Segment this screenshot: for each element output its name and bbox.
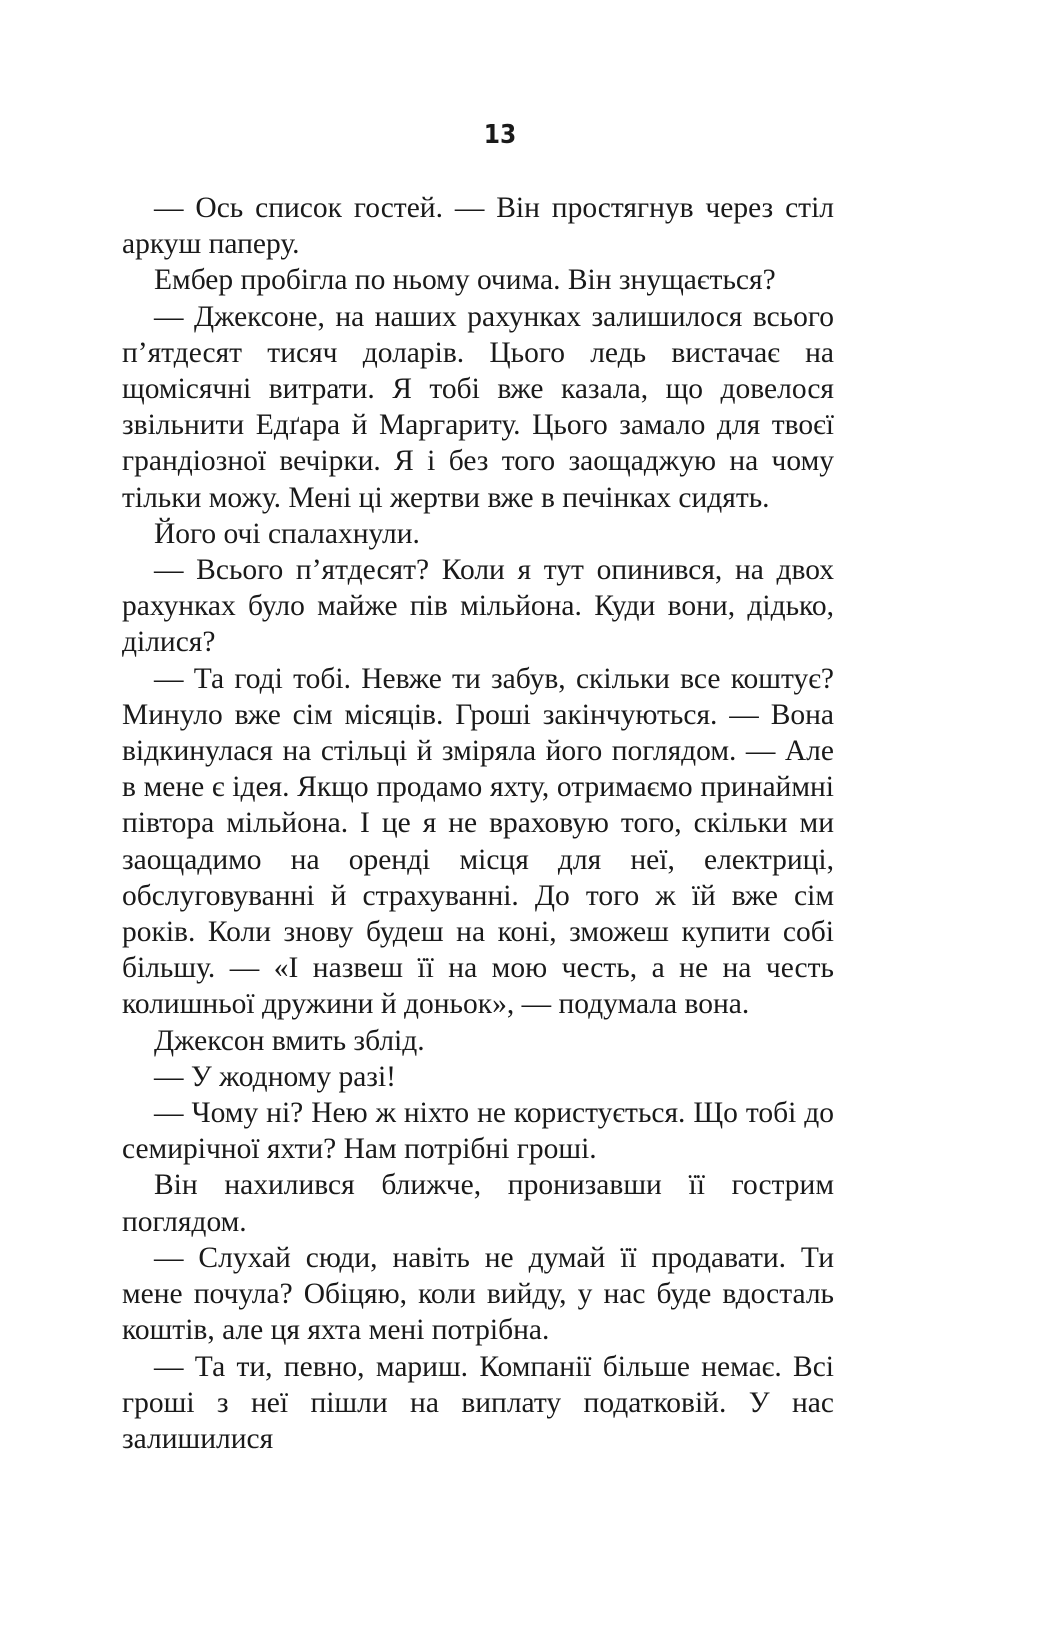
paragraph: Ембер пробігла по ньому очима. Він знущається?: [154, 264, 776, 297]
paragraph: — Та ти, певно, мариш. Компанії більше немає. Всі гроші з неї пішли на виплату податковій. У нас залишилися: [122, 1350, 834, 1455]
body-text: [122, 190, 834, 1457]
page-number: 13: [483, 120, 517, 150]
paragraph: — Джексоне, на наших рахунках залишилося всього п’ятдесят тисяч доларів. Цього ледь вистачає на щомісячні витрати. Я тобі вже казала, що довелося звільнити Едґара й Маргариту. Цього замало для твоєї грандіозної вечірки. Я і без того заощаджую на чому тільки можу. Мені ці жертви вже в печінках сидять.: [122, 300, 834, 514]
paragraph: — Та годі тобі. Невже ти забув, скільки все коштує? Минуло вже сім місяців. Гроші закінчуються. — Вона відкинулася на стільці й зміряла його поглядом. — Але в мене є ідея. Якщо продамо яхту, отримаємо принаймні півтора мільйона. І це я не враховую того, скільки ми заощадимо на оренді місця для неї, електриці, обслуговуванні й страхуванні. До того ж їй вже сім років. Коли знову будеш на коні, зможеш купити собі більшу. — «І назвеш її на мою честь, а не на честь колишньої дружини й доньок», — подумала вона.: [122, 662, 834, 1021]
paragraph: — У жодному разі!: [154, 1060, 396, 1093]
paragraph: — Ось список гостей. — Він простягнув через стіл аркуш паперу.: [122, 192, 834, 261]
paragraph: Його очі спалахнули.: [154, 517, 420, 550]
paragraph: — Слухай сюди, навіть не думай її продавати. Ти мене почула? Обіцяю, коли вийду, у нас буде вдосталь коштів, але ця яхта мені потрібна.: [122, 1241, 834, 1347]
paragraph: — Чому ні? Нею ж ніхто не користується. Що тобі до семирічної яхти? Нам потрібні гроші.: [122, 1097, 834, 1166]
paragraph: — Всього п’ятдесят? Коли я тут опинився, на двох рахунках було майже пів мільйона. Куди вони, дідько, ділися?: [122, 554, 834, 659]
paragraph: Джексон вмить зблід.: [154, 1024, 425, 1057]
paragraph: Він нахилився ближче, пронизавши її гострим поглядом.: [122, 1169, 834, 1238]
